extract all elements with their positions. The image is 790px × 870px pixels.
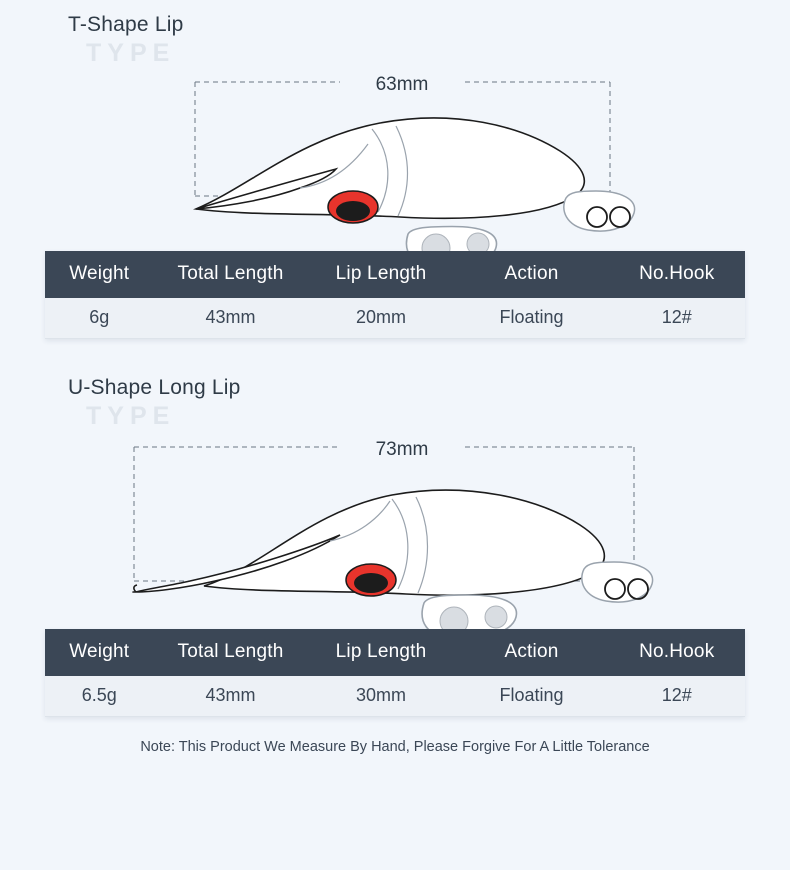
- section-1-heading: [0, 0, 790, 66]
- value-lip-length-2: 30mm: [308, 676, 455, 717]
- value-total-length-1: 43mm: [154, 298, 308, 339]
- value-lip-length-1: 20mm: [308, 298, 455, 339]
- value-action-2: Floating: [455, 676, 609, 717]
- value-no-hook-2: 12#: [609, 676, 746, 717]
- section-2-heading: [0, 363, 790, 429]
- tail-hardware-2: [582, 562, 653, 602]
- value-weight-1: 6g: [45, 298, 154, 339]
- table-header-row-1: [45, 251, 745, 298]
- header-weight-2: Weight: [45, 629, 154, 676]
- section-t-shape-lip: [0, 0, 790, 339]
- section-spacer: [0, 339, 790, 363]
- lure-body-1: [196, 118, 584, 218]
- section-u-shape-long-lip: [0, 363, 790, 717]
- header-action-2: Action: [455, 629, 609, 676]
- section-1-title: T-Shape Lip: [68, 13, 184, 36]
- header-action-1: Action: [455, 251, 609, 298]
- lure-eye-2: [346, 564, 396, 596]
- measurement-note: Note: This Product We Measure By Hand, Please Forgive For A Little Tolerance: [140, 739, 650, 755]
- dimension-label-2: 73mm: [375, 439, 429, 460]
- value-no-hook-1: 12#: [609, 298, 746, 339]
- tail-hardware-1: [564, 191, 635, 231]
- header-no-hook-2: No.Hook: [609, 629, 746, 676]
- header-total-length-1: Total Length: [154, 251, 308, 298]
- header-no-hook-1: No.Hook: [609, 251, 746, 298]
- spec-table-2: [45, 629, 745, 717]
- lure-eye-1: [328, 191, 378, 223]
- belly-plate-2: [422, 595, 516, 629]
- header-lip-length-2: Lip Length: [308, 629, 455, 676]
- lure-diagram-1: [0, 66, 790, 251]
- header-weight-1: Weight: [45, 251, 154, 298]
- header-total-length-2: Total Length: [154, 629, 308, 676]
- belly-plate-1: [406, 227, 496, 252]
- value-action-1: Floating: [455, 298, 609, 339]
- value-weight-2: 6.5g: [45, 676, 154, 717]
- section-2-title: U-Shape Long Lip: [68, 376, 241, 399]
- spec-table-1: [45, 251, 745, 339]
- table-header-row-2: [45, 629, 745, 676]
- section-2-type-word: TYPE: [86, 402, 176, 430]
- section-1-type-word: TYPE: [86, 39, 176, 67]
- table-row-2: [45, 676, 745, 717]
- header-lip-length-1: Lip Length: [308, 251, 455, 298]
- value-total-length-2: 43mm: [154, 676, 308, 717]
- table-row-1: [45, 298, 745, 339]
- dimension-label-1: 63mm: [375, 74, 429, 95]
- lure-body-2: [204, 490, 604, 595]
- lure-diagram-2: [0, 429, 790, 629]
